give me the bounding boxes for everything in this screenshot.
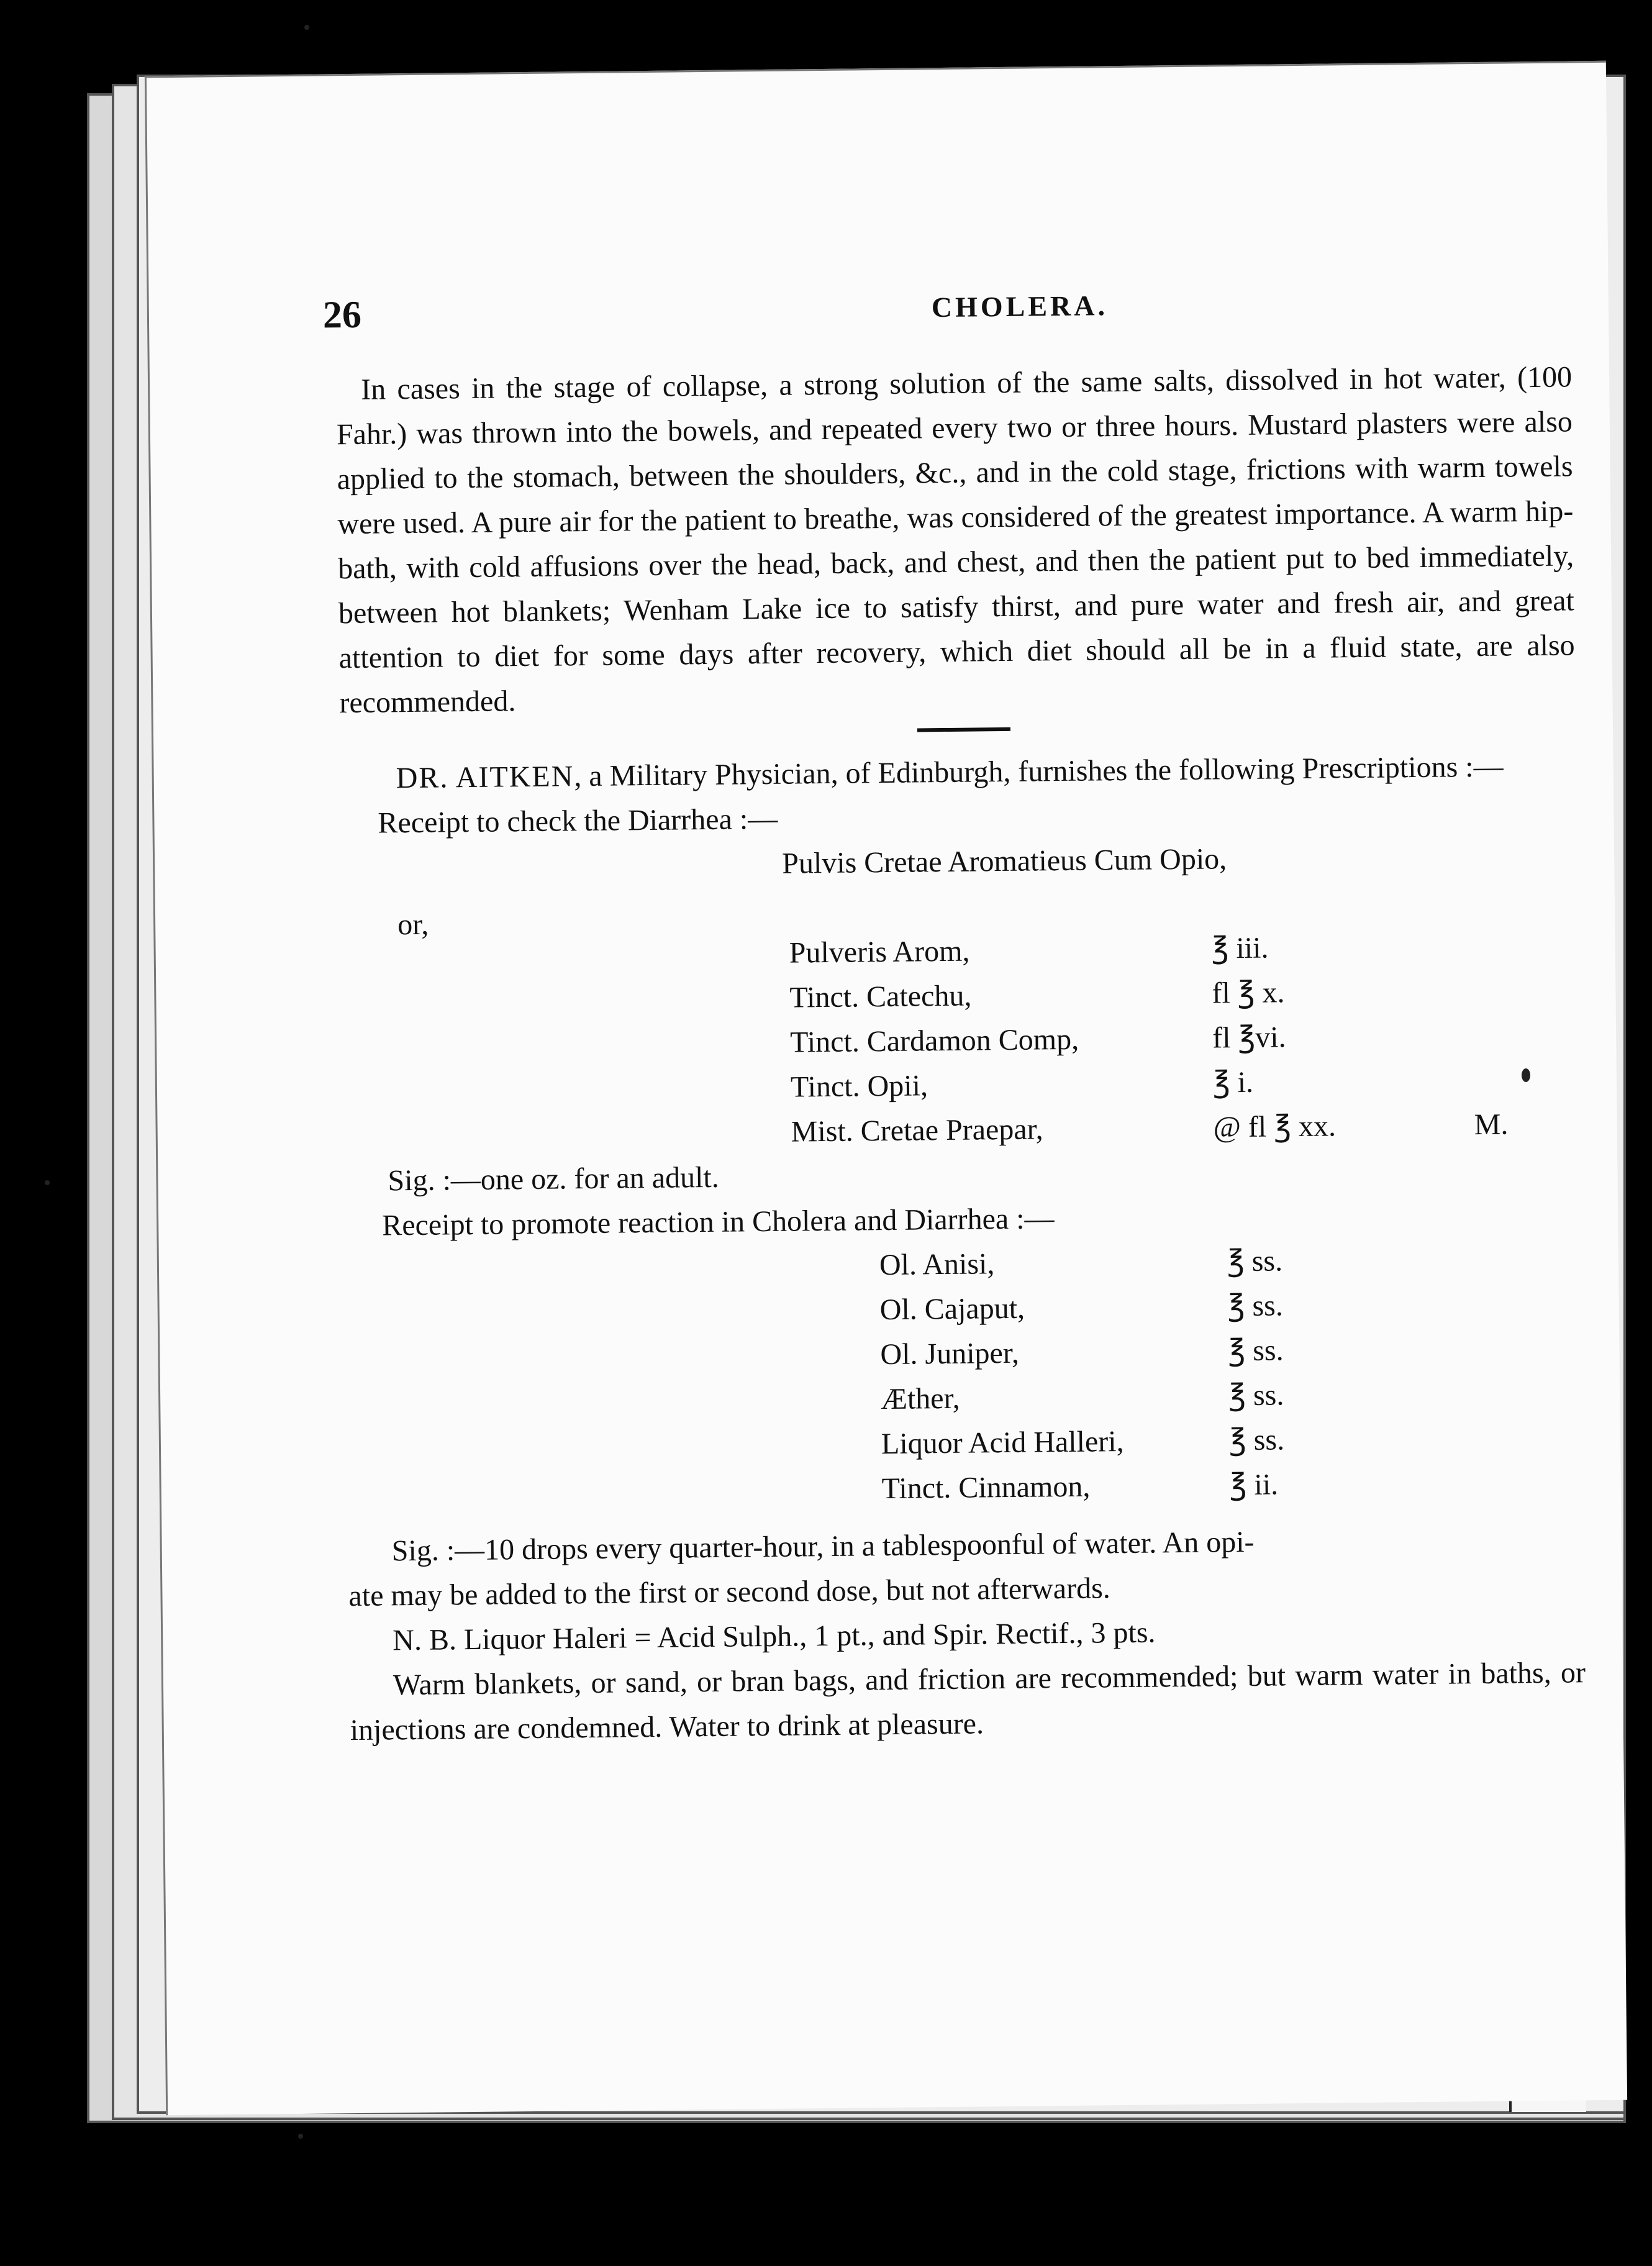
receipt-1-title: Receipt to check the Diarrhea :— (378, 802, 778, 840)
receipt-2-title: Receipt to promote reaction in Cholera and Diarrhea :— (381, 1202, 1055, 1242)
ingredient-quantity: fl ℥vi. (1212, 1021, 1286, 1055)
ingredient-name: Æther, (880, 1381, 960, 1416)
misce-mark: M. (1474, 1108, 1509, 1142)
ingredient-name: Ol. Cajaput, (879, 1291, 1025, 1327)
ingredient-name: Liquor Acid Halleri, (881, 1425, 1124, 1461)
ingredient-quantity: ℥ ii. (1229, 1468, 1279, 1502)
ingredient-row (789, 968, 1507, 1021)
ingredient-name: Pulveris Arom, (789, 934, 970, 970)
ingredient-row (879, 1239, 1283, 1288)
ingredient-row (881, 1417, 1285, 1467)
ingredient-quantity: ℥ ss. (1228, 1423, 1285, 1457)
ingredient-name: Tinct. Opii, (790, 1069, 928, 1104)
paragraph-collapse-treatment: In cases in the stage of collapse, a strong solution of the same salts, dissolved in hot water, (100 Fahr.) was thrown into the bowels, and repeated every two or three hours. Mustard plasters were also applied to the stomach, between the shoulders, &c., and in the cold stage, frictions with warm towels were used. A pure air for the patient to breathe, was considered of the greatest importance. A warm hip-bath, with cold affusions over the head, back, and chest, and then the patient put to bed immediately, between hot blankets; Wenham Lake ice to satisfy thirst, and pure water and fresh air, and great attention to diet for some days after recovery, which diet should all be in a fluid state, are also recommended. (336, 360, 1575, 720)
ingredient-name: Mist. Cretae Praepar, (791, 1113, 1043, 1149)
ingredient-row (789, 924, 1506, 976)
ingredient-quantity: @ fl ℥ xx. (1213, 1109, 1337, 1144)
receipt-2-sig-continued: ate may be added to the first or second dose, but not afterwards. (348, 1572, 1111, 1613)
receipt-2-ingredients (879, 1239, 1286, 1511)
ingredient-row (880, 1328, 1284, 1377)
ingredient-row (881, 1462, 1285, 1511)
nota-bene: N. B. Liquor Haleri = Acid Sulph., 1 pt., and Spir. Rectif., 3 pts. (392, 1616, 1156, 1657)
ingredient-quantity: ℥ ss. (1227, 1289, 1284, 1323)
ingredient-name: Ol. Anisi, (879, 1247, 995, 1282)
page-number: 26 (322, 293, 362, 337)
ingredient-row (790, 1013, 1507, 1065)
page-body (336, 355, 1586, 1753)
physician-name: DR. AITKEN (396, 760, 574, 795)
ingredient-name: Ol. Juniper, (880, 1336, 1020, 1372)
ingredient-quantity: ℥ ss. (1228, 1378, 1284, 1413)
ingredient-quantity: ℥ iii. (1211, 931, 1269, 965)
ingredient-row (881, 1373, 1284, 1422)
receipt-1-ingredients (789, 924, 1508, 1155)
paragraph-aitken-text: , a Military Physician, of Edinburgh, furnishes the following Prescriptions :— (574, 750, 1504, 793)
book-page (145, 61, 1627, 2115)
ingredient-row (879, 1283, 1283, 1332)
ingredient-name: Tinct. Cardamon Comp, (789, 1022, 1079, 1059)
running-title: CHOLERA. (931, 289, 1109, 324)
ingredient-quantity: ℥ ss. (1228, 1334, 1284, 1368)
receipt-1-sig: Sig. :—one oz. for an adult. (388, 1160, 720, 1198)
receipt-1-name: Pulvis Cretae Aromatieus Cum Opio, (781, 842, 1227, 880)
receipt-1-or: or, (397, 908, 429, 942)
ingredient-row (791, 1058, 1508, 1110)
ingredient-name: Tinct. Catechu, (789, 979, 972, 1014)
running-head (323, 282, 1441, 344)
ingredient-name: Tinct. Cinnamon, (881, 1470, 1091, 1506)
section-divider (917, 727, 1010, 732)
ingredient-row (791, 1103, 1508, 1155)
receipt-2-sig: Sig. :—10 drops every quarter-hour, in a tablespoonful of water. An opi- (391, 1525, 1255, 1568)
ingredient-quantity: ℥ ss. (1227, 1244, 1283, 1278)
ingredient-quantity: fl ℥ x. (1212, 976, 1285, 1010)
ingredient-quantity: ℥ i. (1212, 1065, 1254, 1099)
closing-paragraph: Warm blankets, or sand, or bran bags, and friction are recommended; but warm water in baths, or injections are condemned. Water to drink at pleasure. (350, 1656, 1586, 1747)
